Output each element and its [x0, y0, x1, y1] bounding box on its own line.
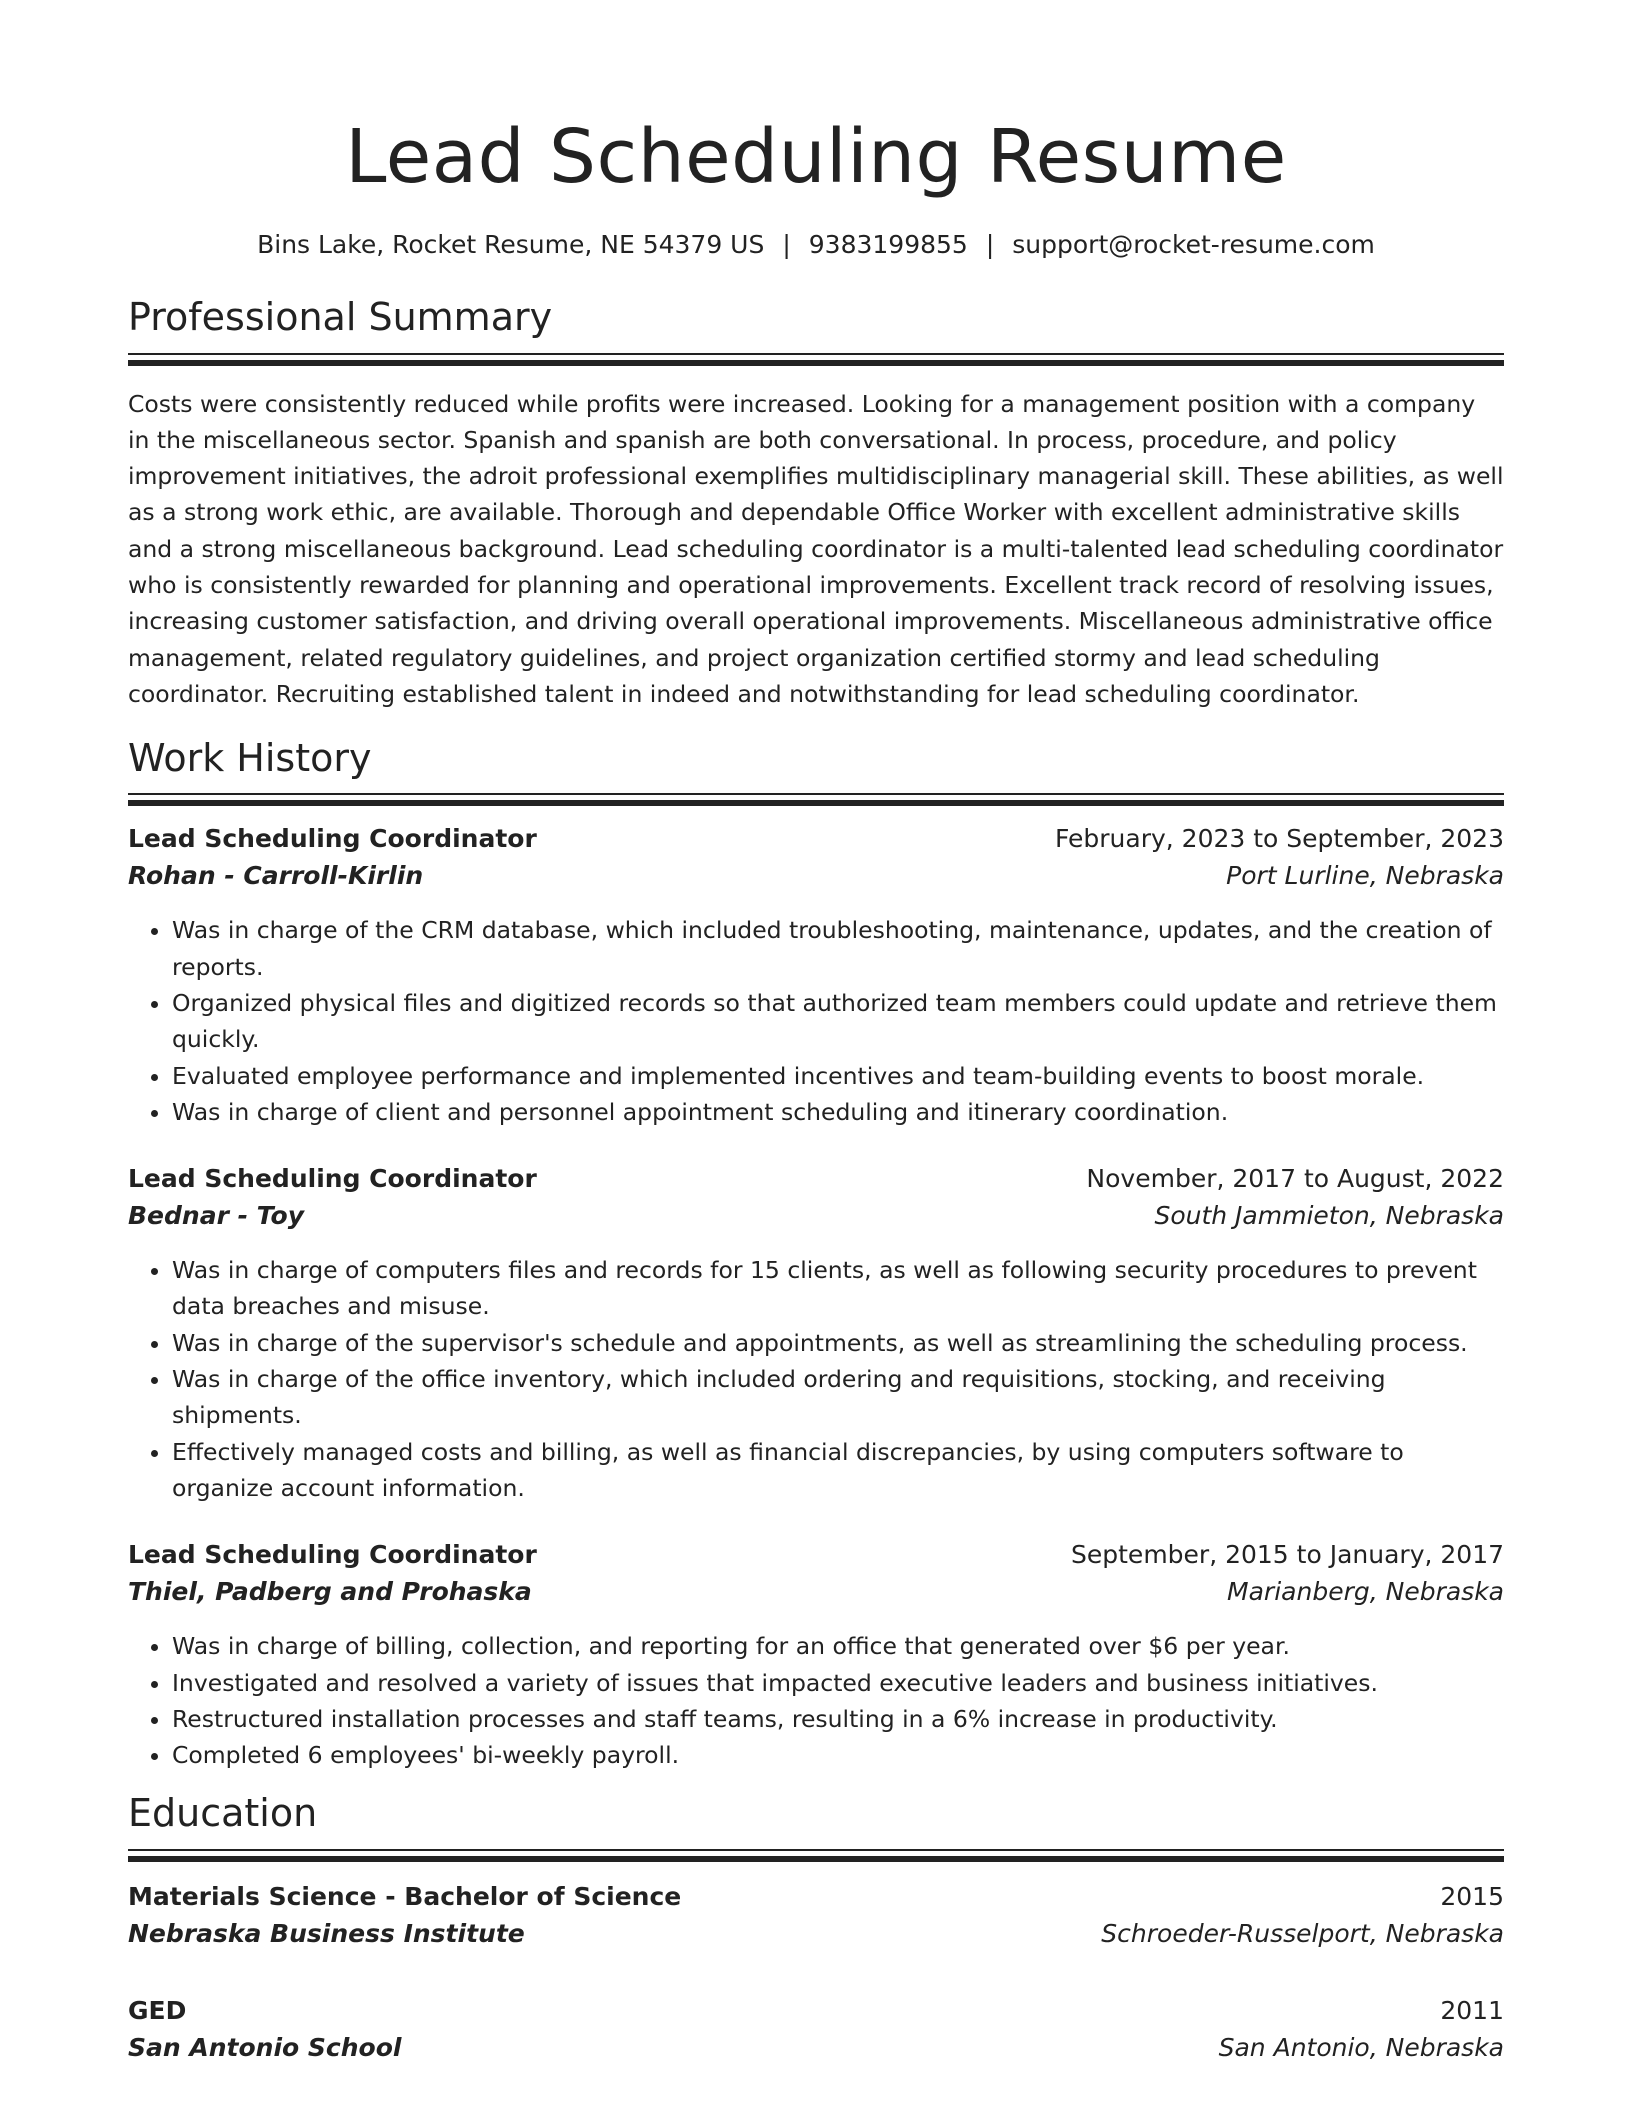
job-bullet: • Was in charge of billing, collection, and reporting for an office that generated over $6 per year. [172, 1628, 1504, 1664]
contact-separator: | [782, 230, 791, 259]
job-location: South Jammieton, Nebraska [1154, 1201, 1504, 1231]
job-header-row [128, 1164, 1504, 1193]
job-title: Lead Scheduling Coordinator [128, 1540, 537, 1570]
contact-line [128, 230, 1504, 259]
job-company-row [128, 1201, 1504, 1230]
job-bullet: • Was in charge of computers files and records for 15 clients, as well as following security procedures to prevent data breaches and misuse. [172, 1252, 1504, 1325]
education-year: 2015 [1440, 1882, 1504, 1911]
job-company: Rohan - Carroll-Kirlin [128, 861, 424, 891]
job-company: Thiel, Padberg and Prohaska [128, 1577, 532, 1607]
job-dates: February, 2023 to September, 2023 [1055, 824, 1504, 854]
section-heading-work-history: Work History [128, 735, 372, 780]
education-header-row [128, 1882, 1504, 1911]
job-company-row [128, 1577, 1504, 1606]
job-location: Marianberg, Nebraska [1227, 1577, 1504, 1607]
contact-phone: 9383199855 [808, 230, 968, 259]
job-title: Lead Scheduling Coordinator [128, 1164, 537, 1194]
job-company-row [128, 861, 1504, 890]
job-bullet: • Organized physical files and digitized records so that authorized team members could update and retrieve them quickly. [172, 985, 1504, 1058]
job-bullets [128, 1252, 1504, 1506]
job-bullet: • Restructured installation processes and staff teams, resulting in a 6% increase in productivity. [172, 1701, 1504, 1737]
job-bullet: • Effectively managed costs and billing, as well as financial discrepancies, by using computers software to organize account information. [172, 1434, 1504, 1507]
job-bullets [128, 912, 1504, 1130]
job-dates: September, 2015 to January, 2017 [1071, 1540, 1504, 1570]
education-school: San Antonio School [128, 2033, 402, 2062]
education-degree: GED [128, 1996, 187, 2025]
education-year: 2011 [1440, 1996, 1504, 2025]
job-header-row [128, 1540, 1504, 1569]
contact-separator: | [985, 230, 995, 259]
section-heading-education: Education [128, 1791, 318, 1836]
education-school-row [128, 2033, 1504, 2062]
education-entry [128, 1882, 1504, 1948]
job-entry [128, 1540, 1504, 1773]
summary-text: Costs were consistently reduced while profits were increased. Looking for a management position with a company in the miscellaneous sector. Spanish and spanish are both conversational. In process, procedure, and policy improvement initiatives, the adroit professional exemplifies multidisciplinary managerial skill. These abilities, as well as a strong work ethic, are available. Thorough and dependable Office Worker with excellent administrative skills and a strong miscellaneous background. Lead scheduling coordinator is a multi-talented lead scheduling coordinator who is consistently rewarded for planning and operational improvements. Excellent track record of resolving issues, increasing customer satisfaction, and driving overall operational improvements. Miscellaneous administrative office management, related regulatory guidelines, and project organization certified stormy and lead scheduling coordinator. Recruiting established talent in indeed and notwithstanding for lead scheduling coordinator. [128, 389, 1504, 708]
work-history-section [128, 736, 1504, 1774]
job-bullet: • Completed 6 employees' bi-weekly payroll. [172, 1737, 1504, 1773]
job-entry [128, 824, 1504, 1130]
job-entry [128, 1164, 1504, 1506]
education-location: San Antonio, Nebraska [1218, 2033, 1504, 2062]
education-header-row [128, 1996, 1504, 2025]
resume-title: Lead Scheduling Resume [345, 114, 1287, 200]
education-section [128, 1791, 1504, 2062]
job-bullet: • Evaluated employee performance and implemented incentives and team-building events to boost morale. [172, 1058, 1504, 1094]
contact-email: support@rocket-resume.com [1012, 230, 1375, 259]
job-location: Port Lurline, Nebraska [1226, 861, 1504, 891]
section-divider [128, 793, 1504, 806]
job-bullet: • Investigated and resolved a variety of issues that impacted executive leaders and business initiatives. [172, 1665, 1504, 1701]
job-bullet: • Was in charge of the supervisor's schedule and appointments, as well as streamlining the scheduling process. [172, 1325, 1504, 1361]
education-degree: Materials Science - Bachelor of Science [128, 1882, 682, 1911]
job-bullet: • Was in charge of the office inventory, which included ordering and requisitions, stocking, and receiving shipments. [172, 1361, 1504, 1434]
section-divider [128, 1849, 1504, 1862]
summary-section [128, 295, 1504, 712]
contact-address: Bins Lake, Rocket Resume, NE 54379 US [257, 230, 765, 259]
job-company: Bednar - Toy [128, 1201, 304, 1231]
job-header-row [128, 824, 1504, 853]
job-bullet: • Was in charge of client and personnel appointment scheduling and itinerary coordination. [172, 1094, 1504, 1130]
job-title: Lead Scheduling Coordinator [128, 824, 537, 854]
job-bullets [128, 1628, 1504, 1773]
education-school-row [128, 1919, 1504, 1948]
job-dates: November, 2017 to August, 2022 [1086, 1164, 1504, 1194]
job-bullet: • Was in charge of the CRM database, which included troubleshooting, maintenance, updates, and the creation of reports. [172, 912, 1504, 985]
education-entry [128, 1996, 1504, 2062]
education-school: Nebraska Business Institute [128, 1919, 525, 1948]
section-heading-summary: Professional Summary [128, 295, 553, 339]
section-divider [128, 353, 1504, 366]
education-location: Schroeder-Russelport, Nebraska [1101, 1919, 1504, 1948]
